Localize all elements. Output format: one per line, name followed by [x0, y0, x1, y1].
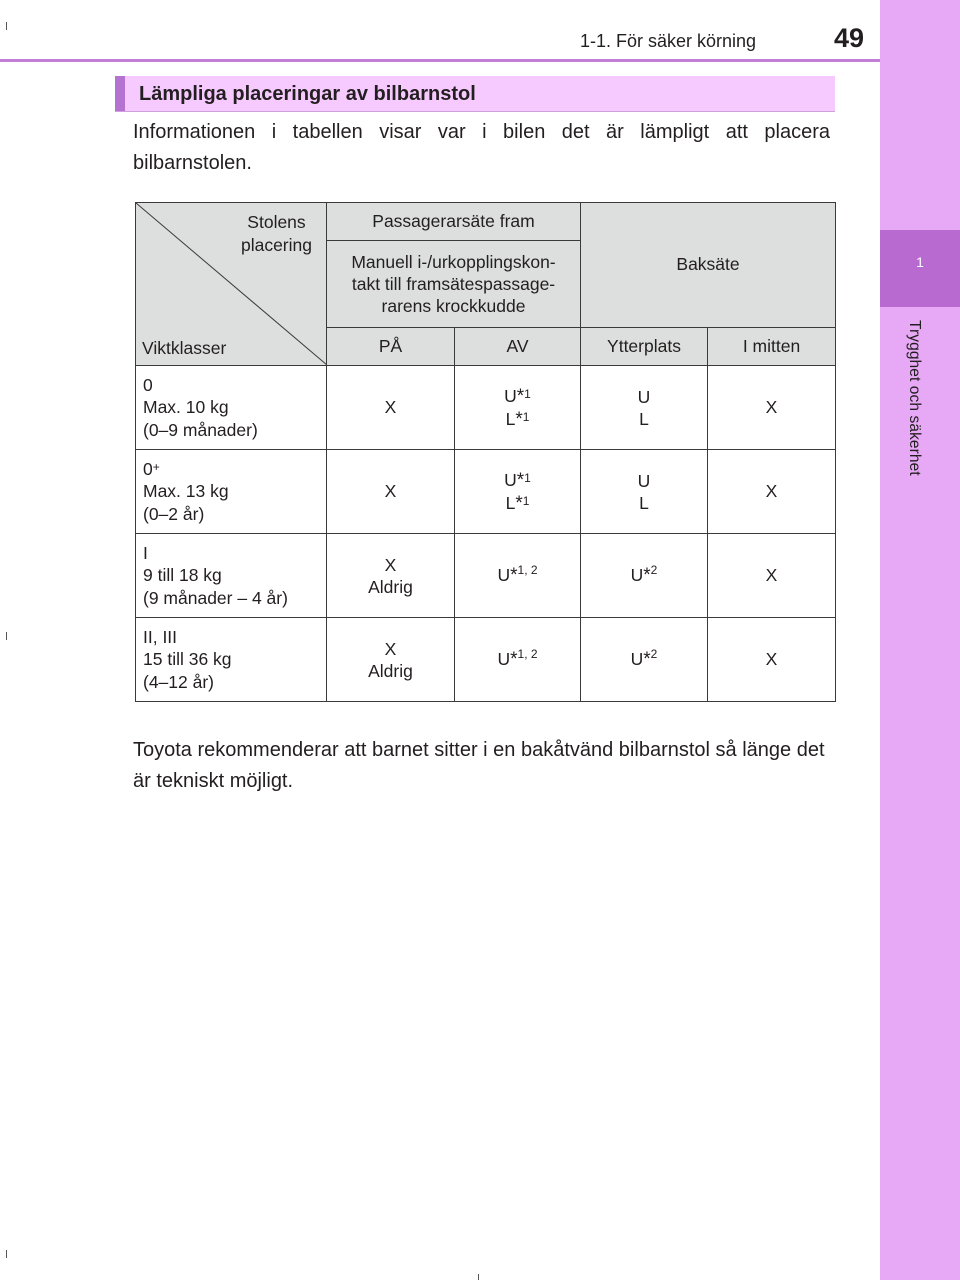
section-title: 1-1. För säker körning [580, 31, 757, 51]
intro-paragraph: Informationen i tabellen visar var i bilen det är lämpligt att placera bilbarnstolen. [133, 121, 830, 174]
footnote-ref: 1 [522, 493, 530, 508]
cell-value: U [497, 648, 511, 669]
age-range: (9 månader – 4 år) [143, 587, 288, 608]
recommendation-paragraph: Toyota rekommenderar att barnet sitter i en bakåtvänd bilbarnstol så länge det är tekniskt möjligt. [133, 739, 825, 792]
page-number: 49 [834, 23, 865, 53]
table-corner-cell [136, 203, 327, 366]
weight-range: 15 till 36 kg [143, 649, 232, 670]
table-row [136, 534, 836, 618]
weight-class-cell [136, 618, 327, 702]
heading-text: Lämpliga placeringar av bilbarnstol [139, 83, 476, 105]
cell-value: U [630, 648, 644, 669]
crop-mark [6, 22, 7, 30]
section-heading [115, 76, 835, 112]
footnote-ref: 2 [650, 562, 658, 577]
front-seat-header: Passagerarsäte fram [327, 203, 581, 241]
weight-range: 9 till 18 kg [143, 565, 222, 586]
weight-class: 0 [143, 458, 153, 479]
crop-mark [6, 632, 7, 640]
airbag-switch-line: takt till framsätespassage- [351, 273, 556, 294]
cell-middle: X [708, 450, 836, 534]
cell-value: U [630, 564, 644, 585]
weight-class: I [143, 542, 148, 563]
cell-middle: X [708, 534, 836, 618]
cell-value: U [637, 470, 651, 491]
chapter-side-tab [880, 0, 960, 1280]
cell-outer [581, 450, 708, 534]
rear-seat-header: Baksäte [581, 203, 836, 328]
cell-off [455, 450, 581, 534]
cell-value: X [384, 638, 397, 659]
seat-placement-table [135, 202, 836, 702]
corner-seat-label-line: Stolens [247, 212, 306, 232]
cell-off [455, 366, 581, 450]
heading-accent-bar [115, 76, 125, 111]
footnote-ref: 1, 2 [517, 562, 538, 577]
cell-value: L [639, 408, 649, 429]
table-row [136, 618, 836, 702]
header-rule [0, 59, 880, 62]
footnote-ref: 1 [524, 470, 531, 485]
cell-outer [581, 534, 708, 618]
col-header-off: AV [455, 327, 581, 365]
weight-range: Max. 10 kg [143, 397, 229, 418]
footnote-ref: 1, 2 [517, 646, 538, 661]
cell-on [327, 534, 455, 618]
chapter-title: Trygghet och säkerhet [906, 320, 923, 476]
corner-seat-label [241, 211, 312, 257]
cell-outer [581, 618, 708, 702]
weight-range: Max. 13 kg [143, 481, 229, 502]
weight-class-cell [136, 450, 327, 534]
footnote-ref: 2 [650, 646, 658, 661]
col-header-outer: Ytterplats [581, 327, 708, 365]
cell-outer [581, 366, 708, 450]
cell-middle: X [708, 618, 836, 702]
cell-value: U [637, 386, 651, 407]
footnote-ref: 1 [524, 386, 531, 401]
weight-class-cell [136, 534, 327, 618]
corner-seat-label-line: placering [240, 235, 312, 255]
table-row [136, 450, 836, 534]
footnote-star: * [510, 564, 518, 586]
footnote-ref: 1 [522, 409, 530, 424]
col-header-middle: I mitten [708, 327, 836, 365]
footnote-star: * [516, 469, 525, 491]
cell-off [455, 618, 581, 702]
crop-mark [478, 1274, 479, 1280]
airbag-switch-header [327, 241, 581, 328]
footnote-star: * [643, 564, 651, 586]
cell-off [455, 534, 581, 618]
cell-on: X [327, 450, 455, 534]
cell-value: L [505, 408, 516, 429]
footnote-star: * [510, 648, 518, 670]
col-header-on: PÅ [327, 327, 455, 365]
chapter-number: 1 [916, 254, 924, 270]
cell-on: X [327, 366, 455, 450]
corner-weight-label: Viktklasser [142, 338, 227, 358]
cell-value: X [384, 554, 397, 575]
airbag-switch-line: rarens krockkudde [381, 295, 526, 316]
chapter-number-tab [880, 230, 960, 307]
cell-value: U [504, 385, 517, 406]
cell-value: L [639, 492, 649, 513]
footnote-star: * [515, 408, 523, 430]
age-range: (0–9 månader) [143, 419, 258, 440]
weight-class: II, III [143, 626, 178, 647]
age-range: (0–2 år) [143, 503, 205, 524]
weight-class-sup: + [152, 459, 160, 474]
weight-class: 0 [143, 374, 153, 395]
cell-middle: X [708, 366, 836, 450]
footnote-star: * [516, 385, 525, 407]
footnote-star: * [643, 648, 651, 670]
crop-mark [6, 1250, 7, 1258]
cell-value: U [504, 469, 517, 490]
weight-class-cell [136, 366, 327, 450]
age-range: (4–12 år) [143, 671, 215, 692]
table-row [136, 366, 836, 450]
cell-value: Aldrig [368, 576, 413, 597]
cell-value: U [497, 564, 511, 585]
cell-value: Aldrig [368, 660, 413, 681]
footnote-star: * [515, 492, 523, 514]
cell-on [327, 618, 455, 702]
airbag-switch-line: Manuell i-/urkopplingskon- [351, 251, 556, 272]
cell-value: L [505, 492, 516, 513]
